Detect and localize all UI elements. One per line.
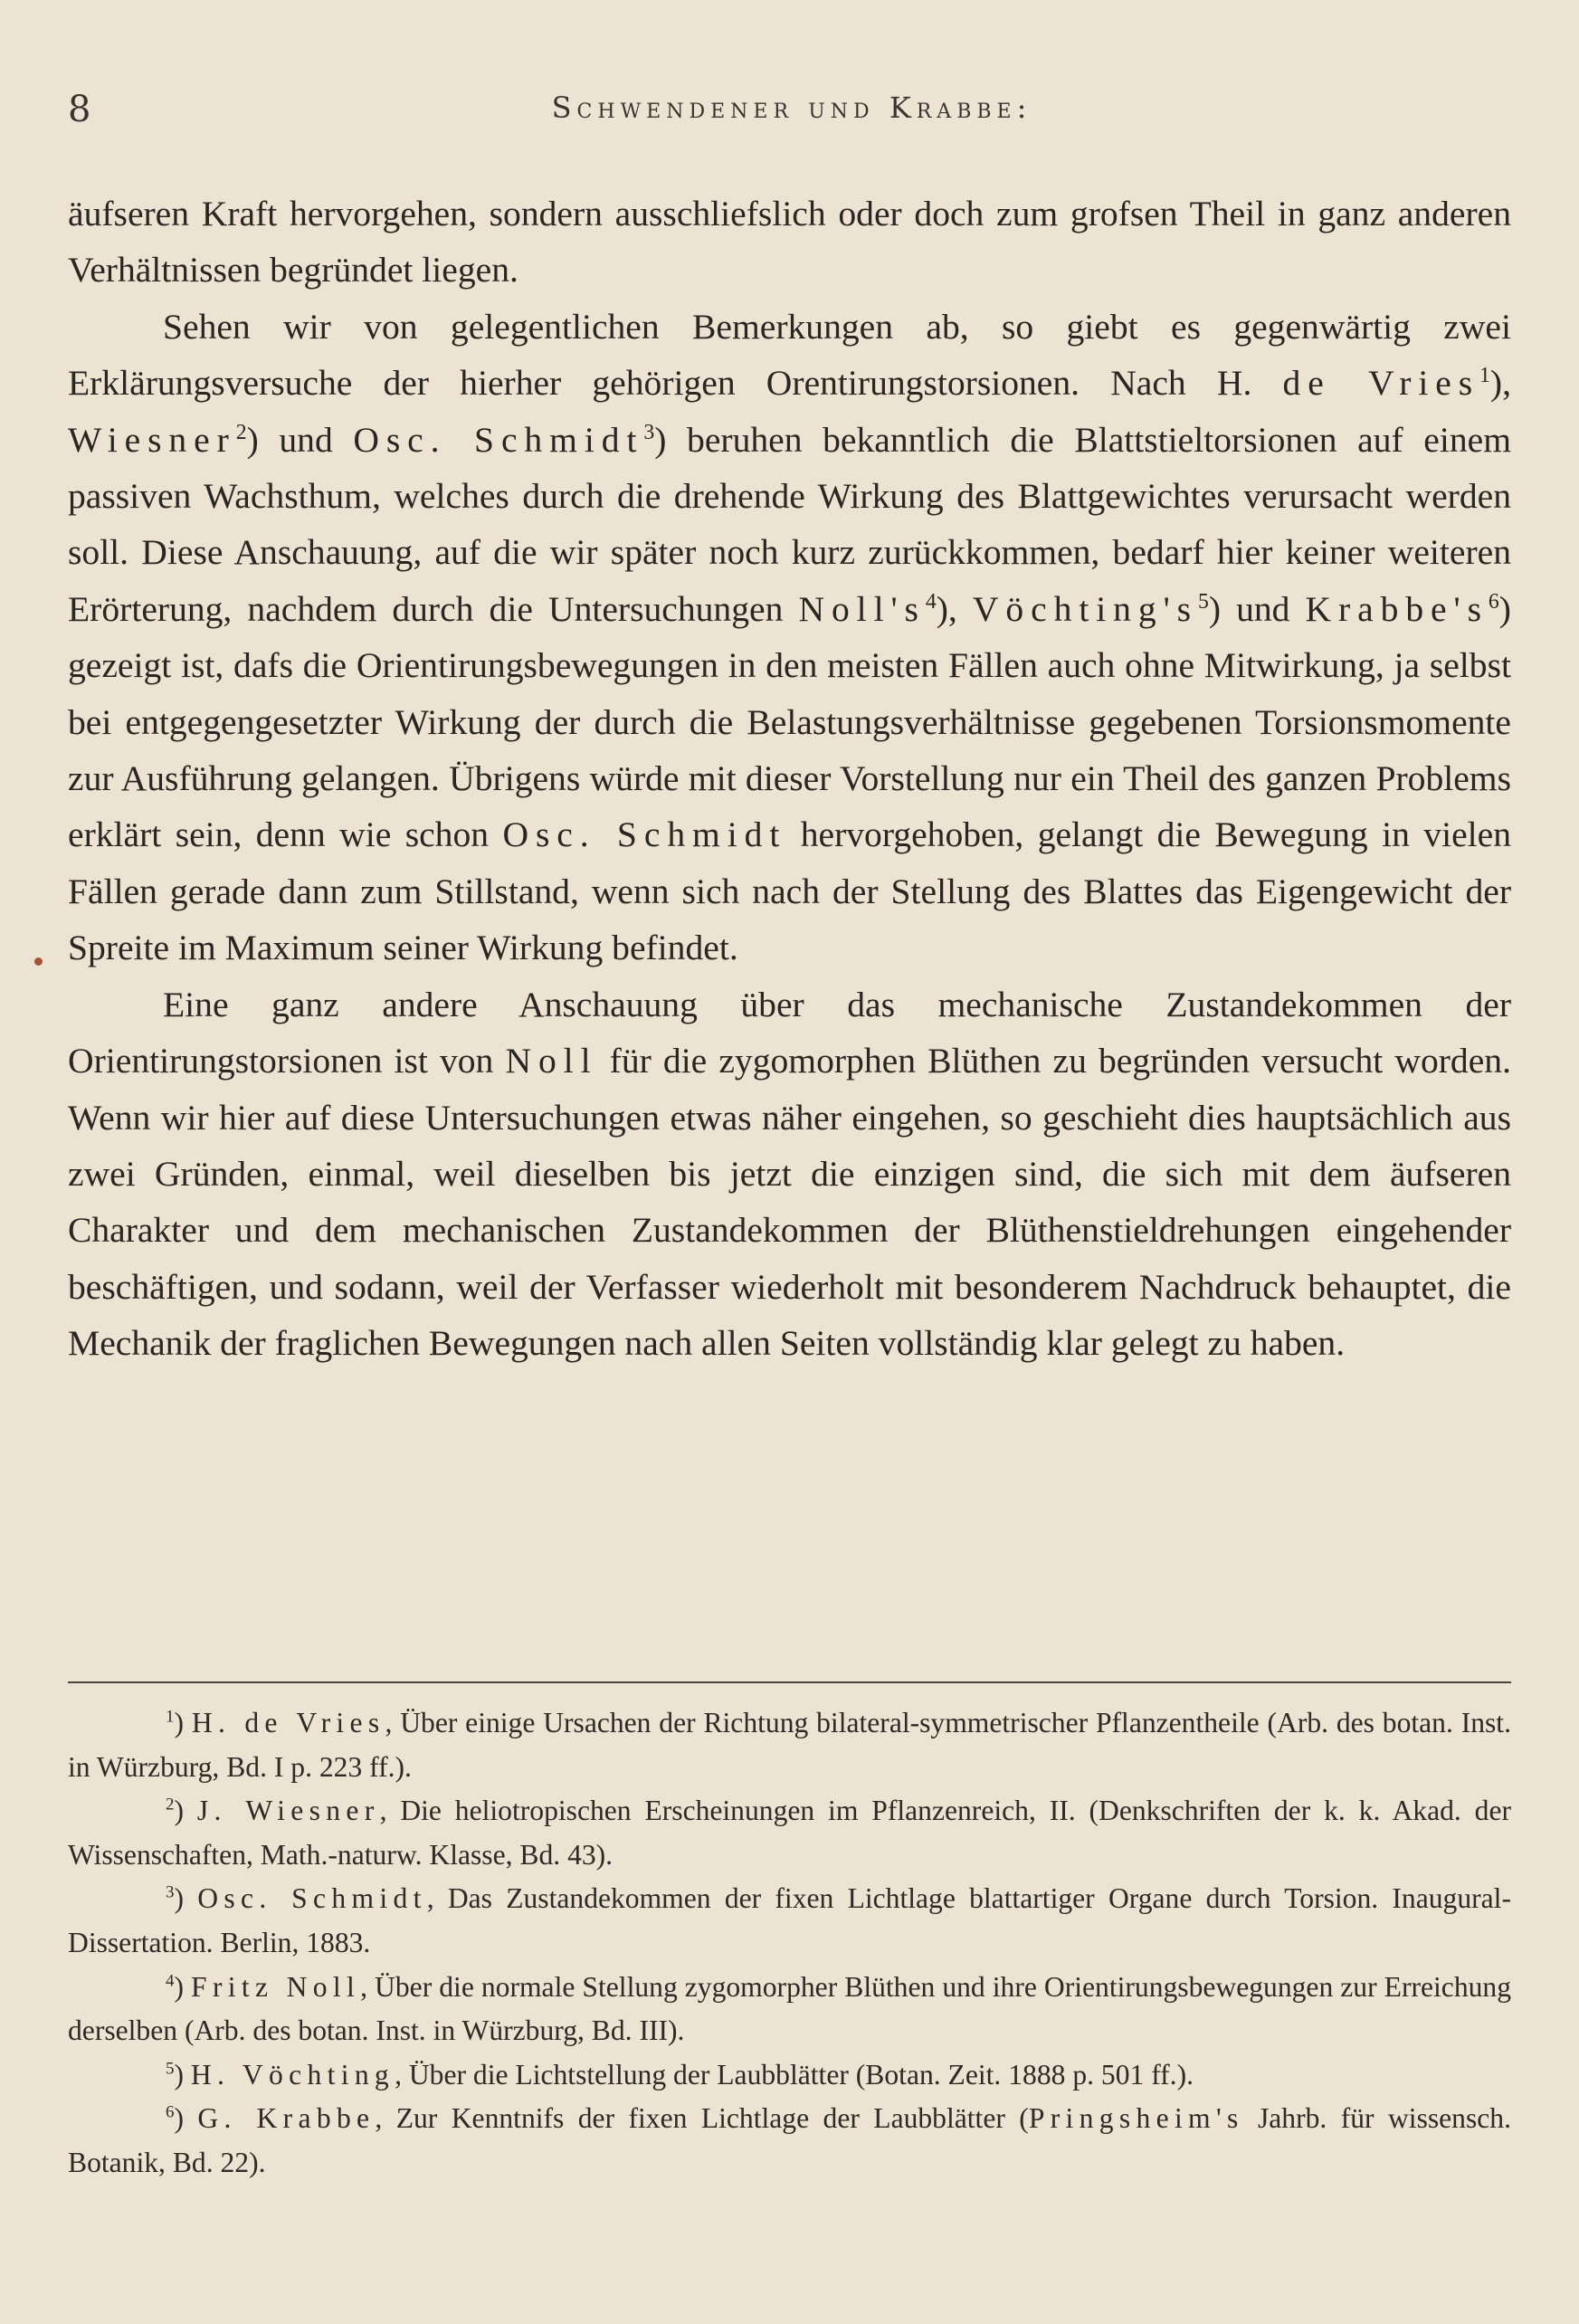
footnote-ref-1: 1 [1479, 364, 1490, 388]
footnotes [68, 1701, 1511, 2186]
footnote-marker: 4 [166, 1971, 175, 1991]
author-de-vries: de Vries [1282, 363, 1480, 404]
page-number: 8 [68, 89, 91, 130]
footnote-marker: 6 [166, 2102, 175, 2122]
footnote-divider [68, 1681, 1511, 1683]
author-schmidt-2: Osc. Schmidt [502, 814, 787, 855]
footnote-author: Fritz Noll [191, 1970, 361, 2003]
footnote-author: H. Vöchting [190, 2058, 395, 2091]
footnote-text: , Über die normale Stellung zygomorpher Blüthen und ihre Orientirungsbewegungen zur Erreichung derselben (Arb. des botan. Inst. in Würzburg, Bd. III). [68, 1970, 1512, 2047]
footnote-text: , Über die Lichtstellung der Laubblätter (Botan. Zeit. 1888 p. 501 ff.). [395, 2058, 1194, 2091]
author-noll: Noll's [798, 588, 926, 629]
footnote-ref-5: 5 [1197, 589, 1209, 614]
author-krabbe: Krabbe's [1305, 588, 1489, 629]
footnote-author: J. Wiesner [196, 1795, 380, 1827]
footnote-author: G. Krabbe [197, 2102, 376, 2135]
body-text [68, 186, 1511, 1372]
footnote-author: Osc. Schmidt [197, 1882, 427, 1915]
footnote-author: H. de Vries [191, 1707, 385, 1738]
paragraph-2-text-4: ) beruhen bekanntlich die Blattstieltorsionen auf einem passiven Wachsthum, welches durch die drehende Wirkung des Blattgewichtes verursacht werden soll. Diese Anschauung, auf die wir später noch kurz zurückkommen, bedarf hier keiner weiteren Erörterung, nachdem durch die Untersuchungen [68, 419, 1511, 629]
author-schmidt: Osc. Schmidt [353, 419, 644, 460]
paragraph-2-text-1: Sehen wir von gelegentlichen Bemerkungen ab, so giebt es gegenwärtig zwei Erklärungsversuche der hierher gehörigen Orentirungstorsionen. Nach H. [68, 306, 1511, 404]
paragraph-2 [68, 299, 1511, 976]
footnote-ref-2: 2 [235, 420, 247, 444]
margin-dot [34, 957, 43, 966]
paragraph-2-text-7: ) gezeigt ist, dafs die Orientirungsbewegungen in den meisten Fällen auch ohne Mitwirkung, ja selbst bei entgegengesetzter Wirkung der durch die Belastungsverhältnisse gegebenen Torsionsmomente zur Ausführung gelangen. Übrigens würde mit dieser Vorstellung nur ein Theil des ganzen Problems erklärt sein, denn wie schon [68, 588, 1511, 855]
paragraph-1 [68, 186, 1511, 299]
footnote-4: $^4$) Fritz Noll, Über die normale Stellung zygomorpher Blüthen und ihre Orientirungsbewegungen zur Erreichung derselben (Arb. des botan. Inst. in Würzburg, Bd. III). [68, 1970, 1512, 2047]
footnote-marker: 3 [166, 1882, 175, 1902]
footnote-text-end: Jahrb. für wissensch. Botanik, Bd. 22). [68, 2102, 1511, 2178]
footnote-marker: 1 [166, 1707, 175, 1727]
footnote-2: $^2$) J. Wiesner, Die heliotropischen Erscheinungen im Pflanzenreich, II. (Denkschriften der k. k. Akad. der Wissenschaften, Math.-naturw. Klasse, Bd. 43). [68, 1795, 1511, 1871]
paragraph-2-text-5: ), [936, 588, 973, 629]
footnote-text: , Das Zustandekommen der fixen Lichtlage blattartiger Organe durch Torsion. Inaugural-Dissertation. Berlin, 1883. [68, 1882, 1511, 1958]
author-wiesner: Wiesner [68, 419, 236, 460]
footnote-text: , Über einige Ursachen der Richtung bilateral-symmetrischer Pflanzentheile (Arb. des botan. Inst. in Würzburg, Bd. I p. 223 ff.). [68, 1707, 1511, 1783]
footnote-1: $^1$) H. de Vries, Über einige Ursachen der Richtung bilateral-symmetrischer Pflanzentheile (Arb. des botan. Inst. in Würzburg, Bd. I p. 223 ff.). [68, 1707, 1511, 1783]
paragraph-3-text-2: für die zygomorphen Blüthen zu begründen versucht worden. Wenn wir hier auf diese Untersuchungen etwas näher eingehen, so geschieht dies hauptsächlich aus zwei Gründen, einmal, weil dieselben bis jetzt die einzigen sind, die sich mit dem äufseren Charakter und dem mechanischen Zustandekommen der Blüthenstieldrehungen eingehender beschäftigen, und sodann, weil der Verfasser wiederholt mit besonderem Nachdruck behauptet, die Mechanik der fraglichen Bewegungen nach allen Seiten vollständig klar gelegt zu haben. [68, 1041, 1511, 1364]
author-noll-2: Noll [505, 1041, 598, 1081]
paragraph-2-text-3: ) und [246, 419, 354, 460]
footnote-5: $^5$) H. Vöchting, Über die Lichtstellung der Laubblätter (Botan. Zeit. 1888 p. 501 ff.). [166, 2058, 1194, 2091]
paragraph-3 [68, 976, 1511, 1372]
running-head: Schwendener und Krabbe: [551, 90, 1032, 125]
footnote-ref-6: 6 [1488, 589, 1499, 614]
footnote-text: , Die heliotropischen Erscheinungen im Pflanzenreich, II. (Denkschriften der k. k. Akad. der Wissenschaften, Math.-naturw. Klasse, Bd. 43). [68, 1795, 1511, 1871]
footnote-ref-4: 4 [925, 589, 937, 614]
footnote-marker: 2 [166, 1795, 175, 1814]
author-voechting: Vöchting's [972, 588, 1198, 629]
paragraph-2-text-2: ), [1489, 363, 1511, 404]
footnote-3: $^3$) Osc. Schmidt, Das Zustandekommen der fixen Lichtlage blattartiger Organe durch Torsion. Inaugural-Dissertation. Berlin, 1883. [68, 1882, 1511, 1958]
footnote-marker: 5 [166, 2059, 175, 2079]
paragraph-2-text-8: hervorgehoben, gelangt die Bewegung in vielen Fällen gerade dann zum Stillstand, wenn sich nach der Stellung des Blattes das Eigengewicht der Spreite im Maximum seiner Wirkung befindet. [68, 814, 1511, 968]
page-header [68, 89, 1516, 143]
paragraph-1-text: äufseren Kraft hervorgehen, sondern ausschliefslich oder doch zum grofsen Theil in ganz anderen Verhältnissen begründet liegen. [68, 194, 1511, 290]
footnote-ref-3: 3 [643, 420, 655, 444]
footnote-6: $^6$) G. Krabbe, Zur Kenntnifs der fixen Lichtlage der Laubblätter (Pringsheim's Jahrb. für wissensch. Botanik, Bd. 22). [68, 2102, 1511, 2178]
footnote-text: , Zur Kenntnifs der fixen Lichtlage der Laubblätter ( [375, 2102, 1029, 2135]
footnote-journal: Pringsheim's [1028, 2102, 1244, 2135]
paragraph-3-text-1: Eine ganz andere Anschauung über das mechanische Zustandekommen der Orientirungstorsionen ist von [68, 984, 1511, 1081]
paragraph-2-text-6: ) und [1208, 588, 1306, 629]
